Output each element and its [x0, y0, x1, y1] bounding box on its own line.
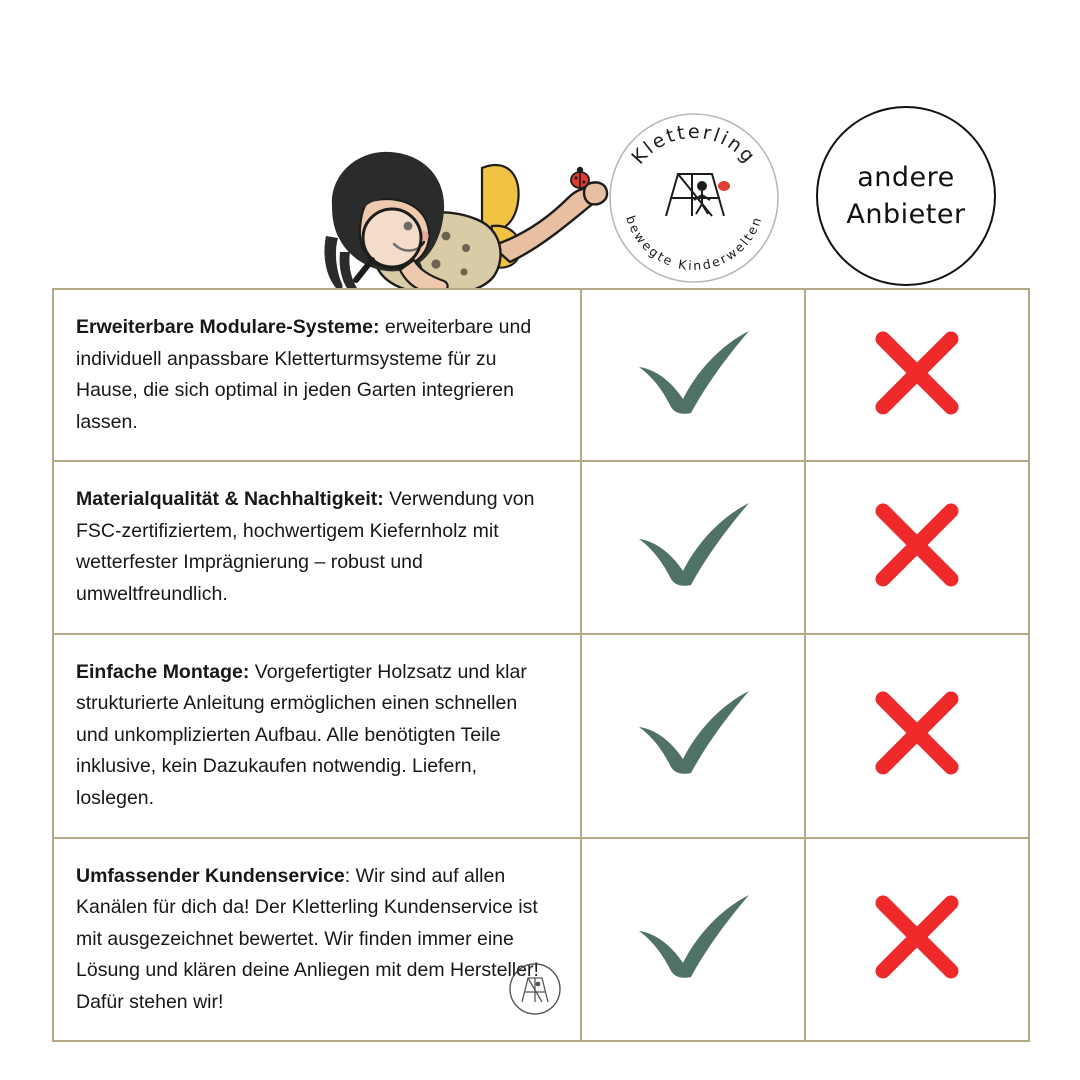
kletterling-mark-cell — [581, 289, 805, 461]
feature-title: Materialqualität & Nachhaltigkeit: — [76, 488, 384, 511]
other-providers-badge — [816, 106, 996, 286]
feature-title: Umfassender Kundenservice — [76, 864, 345, 887]
other-mark-cell — [805, 461, 1029, 633]
check-icon — [629, 325, 757, 421]
table-row — [53, 289, 1029, 461]
feature-body: : Wir sind auf allen Kanälen für dich da! Der Kletterling Kundenservice ist mit ausgezeichnet bewertet. Wir finden immer eine Lösung und klären deine Anliegen mit dem Hersteller! Dafür stehen wir! — [76, 864, 539, 1013]
feature-title: Einfache Montage: — [76, 660, 250, 683]
comparison-table — [52, 288, 1030, 1042]
feature-cell — [53, 838, 581, 1042]
feature-title: Erweiterbare Modulare-Systeme: — [76, 316, 380, 338]
cross-icon — [869, 325, 965, 421]
check-icon — [629, 685, 757, 781]
infographic-header — [0, 0, 1080, 290]
other-mark-cell — [805, 838, 1029, 1042]
cross-icon — [869, 685, 965, 781]
feature-cell — [53, 634, 581, 838]
cross-icon — [869, 889, 965, 985]
check-icon — [629, 889, 757, 985]
cross-icon — [869, 497, 965, 593]
feature-cell — [53, 461, 581, 633]
kletterling-stamp-watermark — [508, 962, 562, 1016]
other-providers-line2: Anbieter — [846, 199, 966, 230]
feature-cell — [53, 289, 581, 461]
other-mark-cell — [805, 634, 1029, 838]
feature-body: Vorgefertigter Holzsatz und klar strukturierte Anleitung ermöglichen einen schnellen und unkomplizierten Aufbau. Alle benötigten Teile inklusive, kein Dazukaufen notwendig. Liefern, loslegen. — [76, 660, 527, 809]
svg-text:bewegte Kinderwelten: bewegte Kinderwelten — [623, 213, 765, 274]
feature-body: erweiterbare und individuell anpassbare Kletterturmsysteme für zu Hause, die sich optimal in jeden Garten integrieren lassen. — [76, 316, 532, 433]
girl-with-magnifier-illustration — [296, 140, 636, 310]
other-providers-line1: andere — [857, 161, 955, 193]
other-mark-cell — [805, 289, 1029, 461]
svg-text:Kletterling: Kletterling — [627, 120, 761, 169]
kletterling-mark-cell — [581, 461, 805, 633]
feature-body: Verwendung von FSC-zertifiziertem, hochwertigem Kiefernholz mit wetterfester Imprägnierung – robust und umweltfreundlich. — [76, 488, 535, 606]
table-row — [53, 461, 1029, 633]
table-row — [53, 634, 1029, 838]
kletterling-mark-cell — [581, 634, 805, 838]
kletterling-mark-cell — [581, 838, 805, 1042]
check-icon — [629, 497, 757, 593]
kletterling-logo — [608, 112, 780, 284]
